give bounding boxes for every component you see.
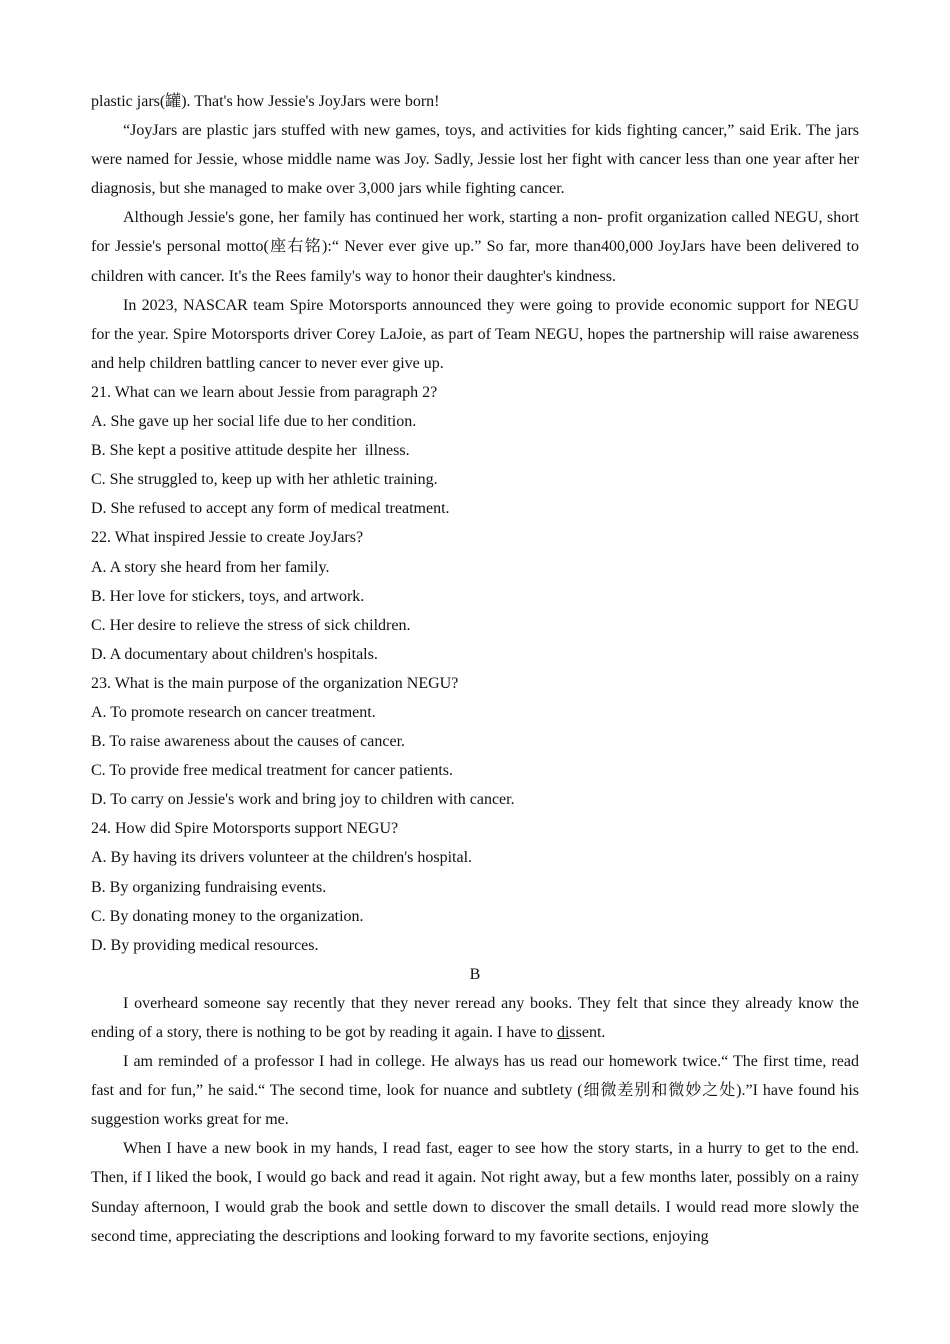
answer-option: D. A documentary about children's hospitals. (91, 645, 378, 663)
paragraph-text: ssent. (569, 1024, 606, 1041)
answer-option: B. Her love for stickers, toys, and artwork. (91, 587, 365, 605)
document-page (91, 87, 859, 1251)
section-heading: B (469, 965, 481, 983)
question-24 (91, 814, 859, 959)
passage-paragraph: In 2023, NASCAR team Spire Motorsports announced they were going to provide economic support for NEGU for the year. Spire Motorsports driver Corey LaJoie, as part of Team NEGU, hopes the partnership will raise awareness and help children battling cancer to never ever give up. (91, 296, 859, 372)
answer-option: D. She refused to accept any form of medical treatment. (91, 500, 450, 518)
passage-paragraph: When I have a new book in my hands, I read fast, eager to see how the story starts, in a hurry to get to the end. Then, if I liked the book, I would go back and read it again. Not right away, but a few months later, possibly on a rainy Sunday afternoon, I would grab the book and settle down to discover the small details. I would read more slowly the second time, appreciating the descriptions and looking forward to my favorite sections, enjoying (91, 1140, 859, 1245)
answer-option: B. By organizing fundraising events. (91, 878, 327, 896)
passage-paragraph: I am reminded of a professor I had in college. He always has us read our homework twice.“ The first time, read fast and for fun,” he said.“ The second time, look for nuance and subtlety (细微差别和微妙之处).”I have found his suggestion works great for me. (91, 1053, 859, 1129)
question-22 (91, 523, 859, 668)
answer-option: B. She kept a positive attitude despite her illness. (91, 442, 410, 460)
question-stem: 22. What inspired Jessie to create JoyJars? (91, 529, 364, 547)
paragraph-text: I overheard someone say recently that they never reread any books. They felt that since they already know the ending of a story, there is nothing to be got by reading it again. I have to (91, 994, 859, 1041)
passage-paragraph: Although Jessie's gone, her family has continued her work, starting a non- profit organization called NEGU, short for Jessie's personal motto(座右铭):“ Never ever give up.” So far, more than400,000 JoyJars have been delivered to children with cancer. It's the Rees family's way to honor their daughter's kindness. (91, 209, 859, 285)
answer-option: A. To promote research on cancer treatment. (91, 703, 376, 721)
answer-option: A. A story she heard from her family. (91, 558, 330, 576)
answer-option: C. Her desire to relieve the stress of sick children. (91, 616, 411, 634)
answer-option: C. By donating money to the organization. (91, 907, 364, 925)
answer-option: D. By providing medical resources. (91, 936, 319, 954)
answer-option: C. To provide free medical treatment for cancer patients. (91, 762, 453, 780)
answer-option: A. She gave up her social life due to her condition. (91, 413, 417, 431)
answer-option: C. She struggled to, keep up with her athletic training. (91, 471, 438, 489)
passage-paragraph (91, 989, 859, 1047)
question-stem: 24. How did Spire Motorsports support NEGU? (91, 820, 399, 838)
passage-paragraph: plastic jars(罐). That's how Jessie's JoyJars were born! (91, 93, 440, 110)
answer-option: D. To carry on Jessie's work and bring joy to children with cancer. (91, 791, 515, 809)
question-21 (91, 378, 859, 523)
question-23 (91, 669, 859, 814)
passage-paragraph: “JoyJars are plastic jars stuffed with new games, toys, and activities for kids fighting cancer,” said Erik. The jars were named for Jessie, whose middle name was Joy. Sadly, Jessie lost her fight with cancer less than one year after her diagnosis, but she managed to make over 3,000 jars while fighting cancer. (91, 122, 859, 198)
answer-option: B. To raise awareness about the causes of cancer. (91, 733, 406, 751)
question-stem: 23. What is the main purpose of the organization NEGU? (91, 674, 459, 692)
answer-option: A. By having its drivers volunteer at the children's hospital. (91, 849, 473, 867)
question-stem: 21. What can we learn about Jessie from paragraph 2? (91, 383, 438, 401)
underlined-word-fragment: di (556, 1024, 570, 1041)
